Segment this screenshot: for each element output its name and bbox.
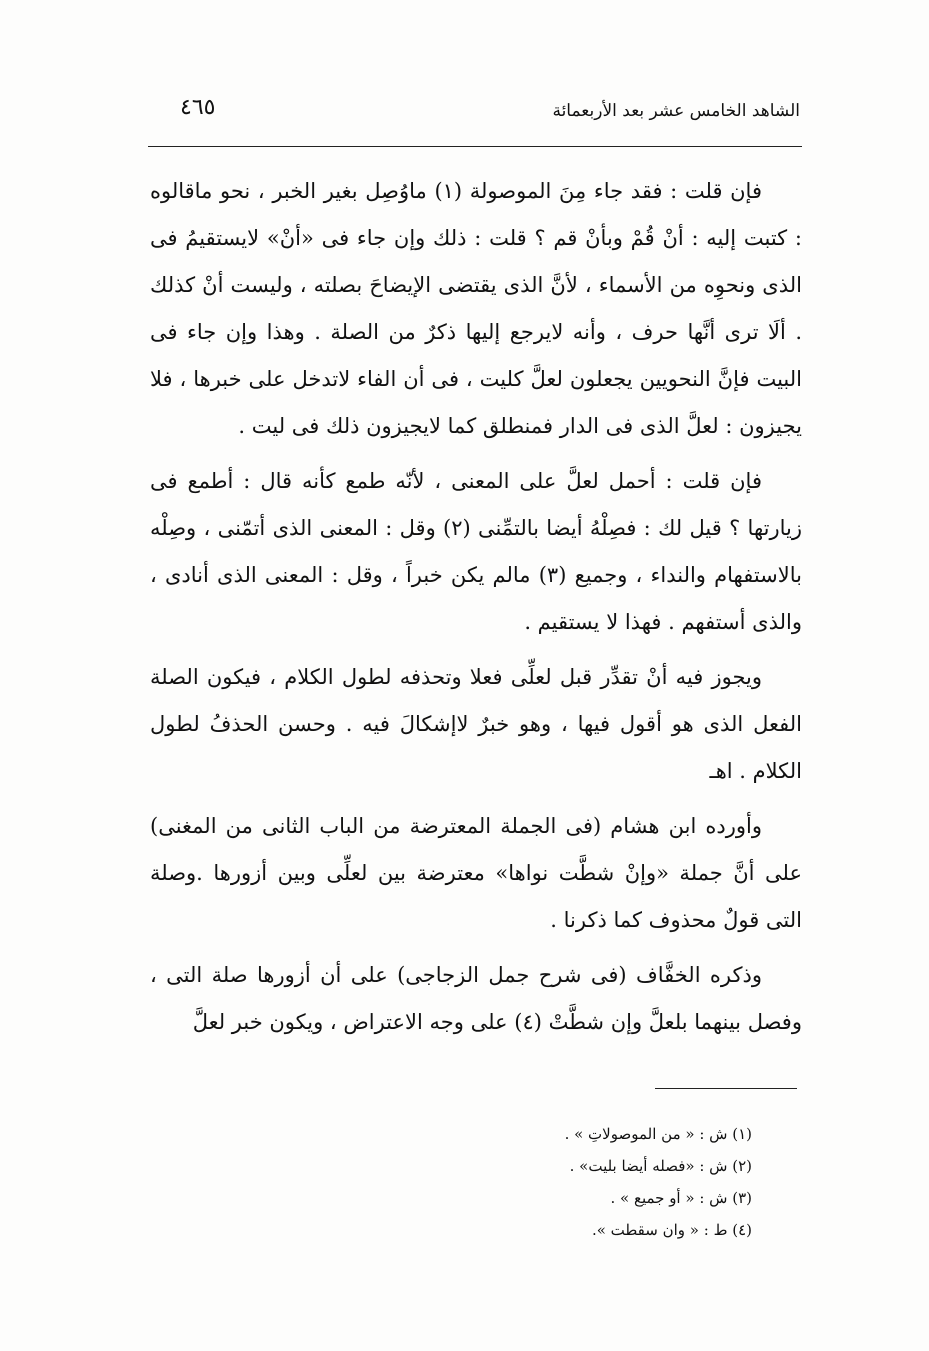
header-divider	[148, 146, 802, 147]
footnotes	[400, 1118, 752, 1246]
footnote-2: (٢) ش : «فصله أيضا بليت» .	[569, 1157, 752, 1175]
footnote-3: (٣) ش : « أو جميع » .	[610, 1189, 752, 1207]
footnote-4: (٤) ط : « وان سقطت ».	[591, 1221, 752, 1239]
paragraph-5: وذكره الخفَّاف (فى شرح جمل الزجاجى) على أن أزورها صلة التى ، وفصل بينهما بلعلَّ وإن شطَّتْ (٤) على وجه الاعتراض ، ويكون خبر لعلَّ	[150, 963, 802, 1034]
running-head: الشاهد الخامس عشر بعد الأربعمائة	[552, 101, 800, 121]
paragraph-3: ويجوز فيه أنْ تقدِّر قبل لعلِّى فعلا وتحذفه لطول الكلام ، فيكون الصلة الفعل الذى هو أقول فيها ، وهو خبرٌ لاإشكالَ فيه . وحسن الحذفُ لطول الكلام . اهـ	[150, 665, 802, 783]
paragraph-1: فإن قلت : فقد جاء مِنَ الموصولة (١) ماوُصِل بغير الخبر ، نحو ماقالوه : كتبت إليه : أنْ قُمْ وبأنْ قم ؟ قلت : ذلك وإن جاء فى «أنْ» لايستقيمُ فى الذى ونحوِه من الأسماء ، لأنَّ الذى يقتضى الإيضاحَ بصلته ، وليست أنْ كذلك . ألَا ترى أنَّها حرف ، وأنه لايرجع إليها ذكرٌ من الصلة . وهذا وإن جاء فى البيت فإنَّ النحويين يجعلون لعلَّ كليت ، فى أن الفاء لاتدخل على خبرها ، فلا يجيزون : لعلَّ الذى فى الدار فمنطلق كما لايجيزون ذلك فى ليت .	[150, 179, 802, 438]
paragraph-4: وأورده ابن هشام (فى الجملة المعترضة من الباب الثانى من المغنى) على أنَّ جملة «وإنْ شطَّت نواها» معترضة بين لعلِّى وبين أزورها .وصلة التى قولٌ محذوف كما ذكرنا .	[150, 814, 802, 932]
footnote-divider	[655, 1088, 797, 1089]
page-number: ٤٦٥	[180, 95, 216, 120]
footnote-1: (١) ش : « من الموصولاتِ » .	[564, 1125, 752, 1143]
body-text	[150, 168, 802, 1054]
paragraph-2: فإن قلت : أحمل لعلَّ على المعنى ، لأنّه طمع كأنه قال : أطمع فى زيارتها ؟ قيل لك : فصِلْهُ أيضا بالتمِّنى (٢) وقل : المعنى الذى أتمّنى ، وصِلْه بالاستفهام والنداء ، وجميع (٣) مالم يكن خبراً ، وقل : المعنى الذى أنادى ، والذى أستفهم . فهذا لا يستقيم .	[150, 469, 802, 634]
page-header	[150, 95, 800, 135]
